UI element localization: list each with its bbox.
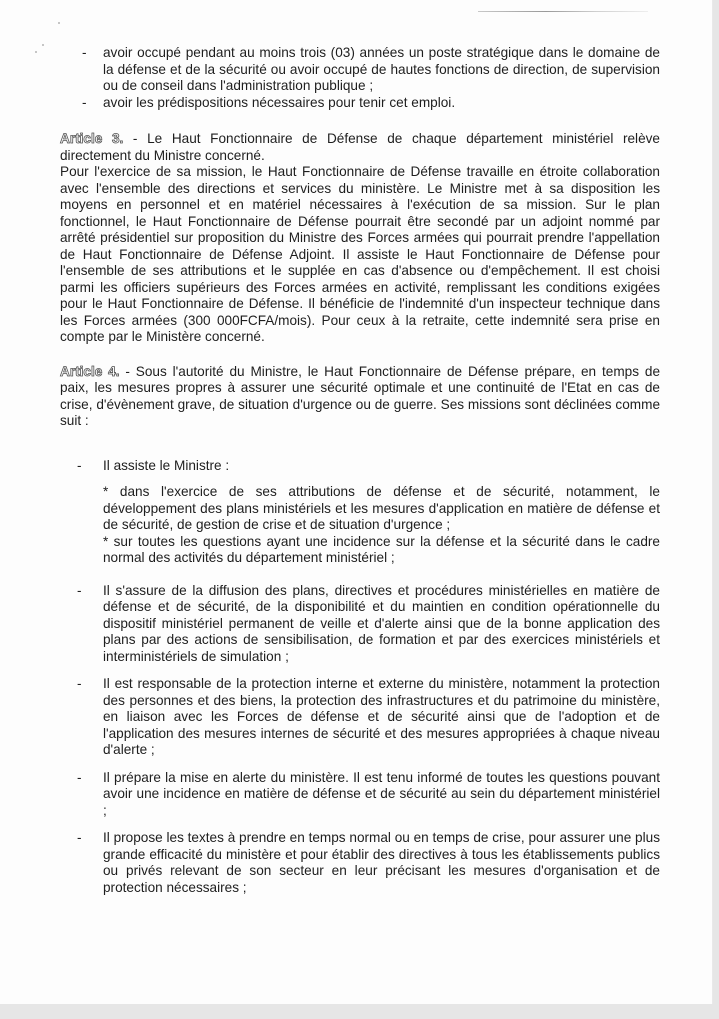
mission-item xyxy=(77,458,660,567)
article-4-label: Article 4. xyxy=(60,363,120,379)
scan-speck xyxy=(42,44,44,46)
article-3-heading-para xyxy=(60,131,660,164)
mission-item xyxy=(77,770,660,820)
intro-item-text: avoir occupé pendant au moins trois (03) années un poste stratégique dans le domaine de la défense et de la sécurité ou avoir occupé de hautes fonctions de direction, de supervision ou de conseil dans l'administration publique ; xyxy=(103,45,660,93)
document-body xyxy=(60,45,660,907)
mission-item xyxy=(77,676,660,759)
dash-bullet: - xyxy=(77,769,82,785)
mission-text: Il est responsable de la protection interne et externe du ministère, notamment la protection des personnes et des biens, la protection des infrastructures et du patrimoine du ministère, en liaison avec les Forces de défense et de sécurité ainsi que de l'adoption et de l'application des mesures internes de sécurité et des mesures appropriées à chaque niveau d'alerte ; xyxy=(103,676,660,757)
mission-text: Il prépare la mise en alerte du ministère. Il est tenu informé de toutes les questions pouvant avoir une incidence en matière de défense et de sécurité au sein du département ministériel ; xyxy=(103,769,660,818)
missions-list xyxy=(60,458,660,897)
scan-artifact-line xyxy=(478,11,648,12)
article-4-text: - Sous l'autorité du Ministre, le Haut Fonctionnaire de Défense prépare, en temps de paix, les mesures propres à assurer une sécurité optimale et une continuité de l'Etat en cas de crise, d'évènement grave, de situation d'urgence ou de guerre. Ses missions sont déclinées comme suit : xyxy=(60,363,660,428)
article-3-first-line: - Le Haut Fonctionnaire de Défense de chaque département ministériel relève directement du Ministre concerné. xyxy=(60,131,660,163)
dash-bullet: - xyxy=(77,457,82,473)
mission-text: Il propose les textes à prendre en temps normal ou en temps de crise, pour assurer une plus grande efficacité du ministère et pour établir des directives à tous les établissements publics ou privés relevant de son secteur en leur précisant les mesures d'organisation et de protection nécessaires ; xyxy=(103,830,660,895)
mission-item xyxy=(77,583,660,666)
dash-bullet: - xyxy=(82,94,87,110)
dash-bullet: - xyxy=(82,45,87,60)
mission-text: Il assiste le Ministre : xyxy=(103,457,230,473)
intro-item-text: avoir les prédispositions nécessaires pour tenir cet emploi. xyxy=(103,94,456,110)
article-3-paragraph: Pour l'exercice de sa mission, le Haut Fonctionnaire de Défense travaille en étroite collaboration avec l'ensemble des directions et services du ministère. Le Ministre met à sa disposition les moyens en personnel et en matériel nécessaires à l'exécution de sa mission. Sur le plan fonctionnel, le Haut Fonctionnaire de Défense pourrait être secondé par un adjoint nommé par arrêté présidentiel sur proposition du Ministre des Forces armées qui pourrait prendre l'appellation de Haut Fonctionnaire de Défense Adjoint. Il assiste le Haut Fonctionnaire de Défense pour l'ensemble de ses attributions et le supplée en cas d'absence ou d'empêchement. Il est choisi parmi les officiers supérieurs des Forces armées en activité, remplissant les conditions exigées pour le Haut Fonctionnaire de Défense. Il bénéficie de l'indemnité d'un inspecteur technique dans les Forces armées (300 000FCFA/mois). Pour ceux à la retraite, cette indemnité sera prise en compte par le Ministère concerné. xyxy=(60,164,660,344)
dash-bullet: - xyxy=(77,676,82,691)
mission-text: Il s'assure de la diffusion des plans, directives et procédures ministérielles en matière de défense et de sécurité, de la disponibilité et du maintien en condition opérationnelle du dispositif ministériel permanent de veille et d'alerte ainsi que de la bonne application des plans par des actions de sensibilisation, de formation et par des exercices ministériels et interministériels de simulation ; xyxy=(103,582,660,664)
intro-list-item xyxy=(60,95,660,112)
scan-speck xyxy=(58,22,60,24)
article-3-label: Article 3. xyxy=(60,131,124,146)
article-3 xyxy=(60,131,660,346)
article-4-intro xyxy=(60,364,660,430)
mission-sub-item: * sur toutes les questions ayant une incidence sur la défense et la sécurité dans le cadre normal des activités du département ministériel ; xyxy=(103,533,660,565)
mission-sub-item: * dans l'exercice de ses attributions de défense et de sécurité, notamment, le développement des plans ministériels et les mesures d'application en matière de défense et de sécurité, de gestion de crise et de situation d'urgence ; xyxy=(103,484,660,532)
scan-speck xyxy=(35,51,37,53)
mission-item xyxy=(77,830,660,896)
intro-list-item xyxy=(60,45,660,95)
article-4 xyxy=(60,364,660,897)
dash-bullet: - xyxy=(77,830,82,845)
dash-bullet: - xyxy=(77,582,82,598)
